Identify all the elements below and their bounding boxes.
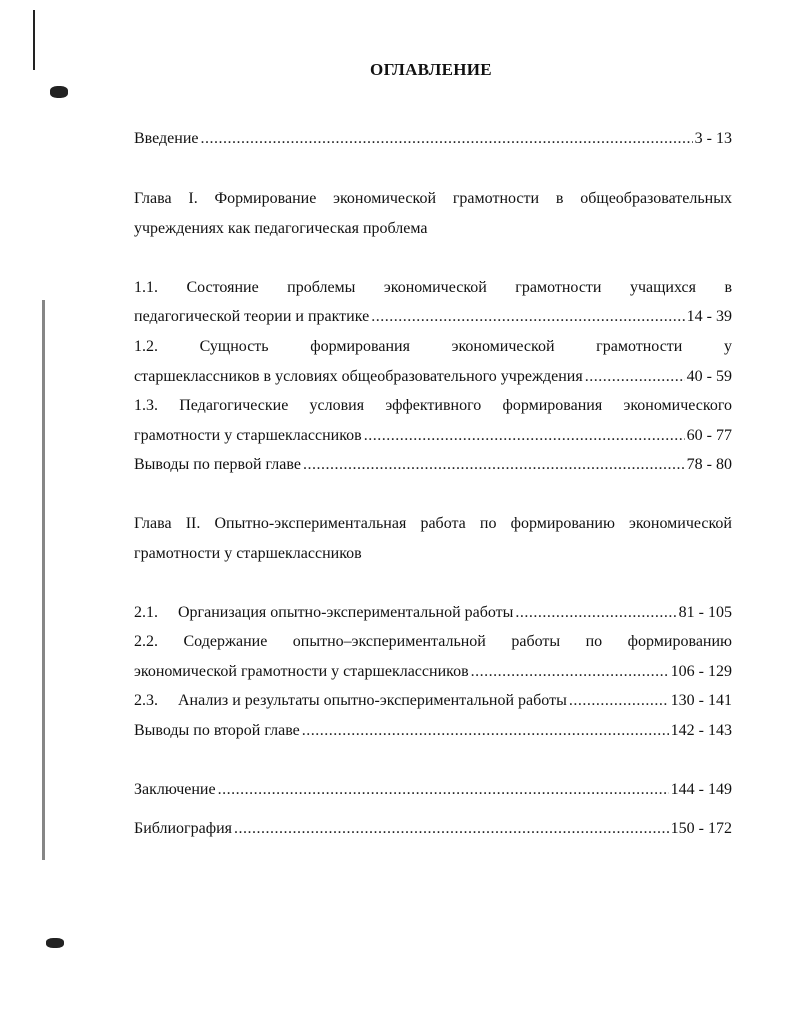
toc-intro-label: Введение — [134, 130, 199, 147]
section-1-3-line1 — [134, 391, 732, 421]
chapter1-conclusion-label: Выводы по первой главе — [134, 456, 301, 473]
scan-artifact-line — [42, 300, 45, 860]
leader-dots — [218, 775, 669, 805]
chapter1-conclusion — [134, 450, 732, 480]
leader-dots — [471, 657, 669, 687]
section-2-3 — [134, 686, 732, 716]
leader-dots — [303, 450, 685, 480]
section-1-2-pages: 40 - 59 — [686, 368, 732, 385]
section-2-2-title-cont: экономической грамотности у старшеклассников — [134, 663, 469, 680]
section-1-3-line2 — [134, 421, 732, 451]
chapter1-conclusion-pages: 78 - 80 — [686, 456, 732, 473]
leader-dots — [585, 362, 685, 392]
toc-bibliography-pages: 150 - 172 — [670, 820, 732, 837]
section-1-1-line1 — [134, 273, 732, 303]
leader-dots — [201, 124, 693, 154]
section-2-3-num: 2.3. — [134, 692, 158, 709]
section-2-2-pages: 106 - 129 — [670, 663, 732, 680]
chapter2-heading-line1: Глава II. Опытно-экспериментальная работа по формированию экономической — [134, 515, 732, 532]
section-1-1-title: Состояние проблемы экономической грамотности учащихся в — [186, 279, 733, 296]
section-2-3-pages: 130 - 141 — [670, 692, 732, 709]
scan-artifact-blot — [46, 938, 64, 948]
section-2-2-num: 2.2. — [134, 633, 158, 650]
section-1-3-num: 1.3. — [134, 397, 158, 414]
section-1-3-pages: 60 - 77 — [686, 427, 732, 444]
section-2-1-title: Организация опытно-экспериментальной работы — [178, 604, 514, 621]
section-2-1-pages: 81 - 105 — [678, 604, 732, 621]
section-2-2-line1 — [134, 627, 732, 657]
section-2-3-title: Анализ и результаты опытно-экспериментальной работы — [178, 692, 567, 709]
scan-artifact-blot — [50, 86, 68, 98]
chapter2-conclusion — [134, 716, 732, 746]
section-1-1-title-cont: педагогической теории и практике — [134, 308, 370, 325]
section-1-1-line2 — [134, 302, 732, 332]
toc-final-pages: 144 - 149 — [670, 781, 732, 798]
chapter1-heading-line1: Глава I. Формирование экономической грамотности в общеобразовательных — [134, 190, 732, 207]
chapter2-conclusion-label: Выводы по второй главе — [134, 722, 300, 739]
section-2-1-label — [134, 598, 513, 628]
toc-final — [134, 775, 732, 805]
leader-dots — [569, 686, 669, 716]
toc-bibliography-label: Библиография — [134, 820, 232, 837]
toc-final-label: Заключение — [134, 781, 216, 798]
section-1-2-title: Сущность формирования экономической грамотности у — [199, 338, 732, 355]
chapter2-conclusion-pages: 142 - 143 — [670, 722, 732, 739]
leader-dots — [515, 598, 676, 628]
leader-dots — [234, 814, 669, 844]
section-1-3-title-cont: грамотности у старшеклассников — [134, 427, 362, 444]
section-1-1-num: 1.1. — [134, 279, 158, 296]
leader-dots — [302, 716, 669, 746]
section-1-2-line1 — [134, 332, 732, 362]
section-2-1-num: 2.1. — [134, 604, 158, 621]
section-1-2-num: 1.2. — [134, 338, 158, 355]
toc-bibliography — [134, 814, 732, 844]
section-1-3-title: Педагогические условия эффективного формирования экономического — [179, 397, 732, 414]
toc-intro-pages: 3 - 13 — [694, 130, 732, 147]
leader-dots — [364, 421, 685, 451]
section-2-2-line2 — [134, 657, 732, 687]
section-2-3-label — [134, 686, 567, 716]
section-1-2-title-cont: старшеклассников в условиях общеобразовательного учреждения — [134, 368, 583, 385]
chapter2-heading-line2: грамотности у старшеклассников — [134, 545, 362, 562]
toc-intro — [134, 124, 732, 154]
section-1-2-line2 — [134, 362, 732, 392]
section-1-1-pages: 14 - 39 — [686, 308, 732, 325]
chapter1-heading-line2: учреждениях как педагогическая проблема — [134, 220, 428, 237]
page-title: ОГЛАВЛЕНИЕ — [370, 60, 492, 79]
section-2-1 — [134, 598, 732, 628]
leader-dots — [371, 302, 684, 332]
section-2-2-title: Содержание опытно–экспериментальной работы по формированию — [183, 633, 732, 650]
